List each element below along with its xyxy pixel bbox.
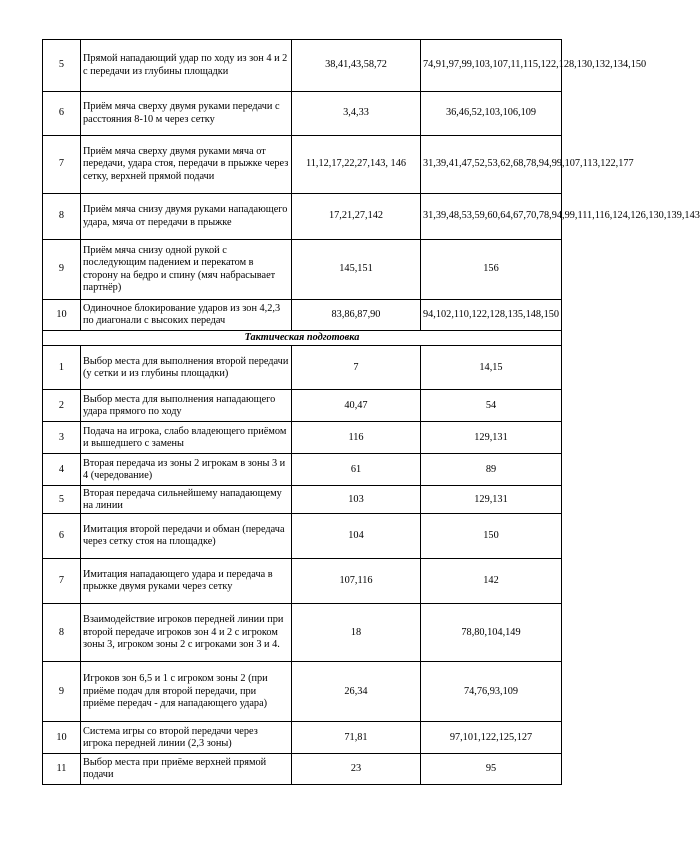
lesson-numbers-second: 14,15	[421, 346, 562, 390]
lesson-numbers-first: 40,47	[292, 390, 421, 422]
table-row	[43, 604, 562, 662]
lesson-numbers-first: 103	[292, 486, 421, 514]
table-row	[43, 559, 562, 604]
table-row	[43, 390, 562, 422]
exercise-description: Взаимодействие игроков передней линии при второй передаче игроков зон 4 и 2 с игроком зоны 3, игроком зоны 2 с игроками зон 3 и 4.	[81, 604, 292, 662]
exercise-description: Система игры со второй передачи через игрока передней линии (2,3 зоны)	[81, 722, 292, 754]
exercise-description: Вторая передача сильнейшему нападающему на линии	[81, 486, 292, 514]
exercise-description: Имитация нападающего удара и передача в прыжке двумя руками через сетку	[81, 559, 292, 604]
lesson-numbers-first: 23	[292, 754, 421, 785]
exercise-description: Подача на игрока, слабо владеющего приёмом и вышедшего с замены	[81, 422, 292, 454]
table-row	[43, 722, 562, 754]
table-row	[43, 662, 562, 722]
table-row	[43, 240, 562, 300]
row-number: 10	[43, 722, 81, 754]
table-row	[43, 422, 562, 454]
row-number: 2	[43, 390, 81, 422]
exercise-description: Одиночное блокирование ударов из зон 4,2,3 по диагонали с высоких передач	[81, 300, 292, 331]
table-row	[43, 300, 562, 331]
row-number: 6	[43, 514, 81, 559]
lesson-numbers-second: 74,91,97,99,103,107,11,115,122,128,130,132,134,150	[421, 40, 562, 92]
lesson-numbers-second: 94,102,110,122,128,135,148,150	[421, 300, 562, 331]
row-number: 8	[43, 194, 81, 240]
table-row	[43, 754, 562, 785]
exercise-description: Имитация второй передачи и обман (передача через сетку стоя на площадке)	[81, 514, 292, 559]
exercise-description: Выбор места для выполнения второй передачи (у сетки и из глубины площадки)	[81, 346, 292, 390]
exercise-description: Приём мяча сверху двумя руками передачи с расстояния 8-10 м через сетку	[81, 92, 292, 136]
exercise-description: Вторая передача из зоны 2 игрокам в зоны 3 и 4 (чередование)	[81, 454, 292, 486]
table-row	[43, 194, 562, 240]
lesson-numbers-first: 107,116	[292, 559, 421, 604]
lesson-numbers-first: 17,21,27,142	[292, 194, 421, 240]
row-number: 9	[43, 662, 81, 722]
exercise-description: Приём мяча снизу одной рукой с последующим падением и перекатом в сторону на бедро и спину (мяч набрасывает партнёр)	[81, 240, 292, 300]
table-row	[43, 346, 562, 390]
lesson-numbers-first: 38,41,43,58,72	[292, 40, 421, 92]
table-row	[43, 92, 562, 136]
exercise-description: Приём мяча снизу двумя руками нападающего удара, мяча от передачи в прыжке	[81, 194, 292, 240]
table-row	[43, 136, 562, 194]
exercise-description: Игроков зон 6,5 и 1 с игроком зоны 2 (при приёме подач для второй передачи, при приёме передач - для нападающего удара)	[81, 662, 292, 722]
lesson-numbers-second: 129,131	[421, 486, 562, 514]
lesson-numbers-second: 89	[421, 454, 562, 486]
lesson-numbers-second: 150	[421, 514, 562, 559]
training-table	[42, 39, 700, 785]
lesson-numbers-second: 36,46,52,103,106,109	[421, 92, 562, 136]
lesson-numbers-second: 142	[421, 559, 562, 604]
lesson-numbers-first: 116	[292, 422, 421, 454]
exercise-description: Выбор места для выполнения нападающего удара прямого по ходу	[81, 390, 292, 422]
section-header-row	[43, 331, 562, 346]
exercise-description: Приём мяча сверху двумя руками мяча от передачи, удара стоя, передачи в прыжке через сетку, верхней прямой подачи	[81, 136, 292, 194]
lesson-numbers-second: 74,76,93,109	[421, 662, 562, 722]
row-number: 4	[43, 454, 81, 486]
lesson-numbers-second: 97,101,122,125,127	[421, 722, 562, 754]
lesson-numbers-first: 11,12,17,22,27,143, 146	[292, 136, 421, 194]
section-title: Тактическая подготовка	[43, 331, 562, 346]
lesson-numbers-first: 18	[292, 604, 421, 662]
table-row	[43, 454, 562, 486]
row-number: 6	[43, 92, 81, 136]
lesson-numbers-first: 26,34	[292, 662, 421, 722]
row-number: 7	[43, 136, 81, 194]
row-number: 5	[43, 40, 81, 92]
lesson-numbers-first: 3,4,33	[292, 92, 421, 136]
row-number: 10	[43, 300, 81, 331]
row-number: 1	[43, 346, 81, 390]
lesson-numbers-first: 71,81	[292, 722, 421, 754]
row-number: 11	[43, 754, 81, 785]
lesson-numbers-second: 129,131	[421, 422, 562, 454]
exercise-description: Прямой нападающий удар по ходу из зон 4 и 2 с передачи из глубины площадки	[81, 40, 292, 92]
lesson-numbers-first: 83,86,87,90	[292, 300, 421, 331]
lesson-numbers-second: 95	[421, 754, 562, 785]
row-number: 7	[43, 559, 81, 604]
lesson-numbers-first: 145,151	[292, 240, 421, 300]
row-number: 9	[43, 240, 81, 300]
lesson-numbers-second: 31,39,48,53,59,60,64,67,70,78,94,99,111,116,124,126,130,139,143	[421, 194, 562, 240]
row-number: 8	[43, 604, 81, 662]
table-row	[43, 486, 562, 514]
lesson-numbers-second: 78,80,104,149	[421, 604, 562, 662]
lesson-numbers-first: 104	[292, 514, 421, 559]
table-row	[43, 40, 562, 92]
lesson-numbers-first: 7	[292, 346, 421, 390]
table-body	[43, 40, 700, 785]
lesson-numbers-second: 31,39,41,47,52,53,62,68,78,94,99,107,113,122,177	[421, 136, 562, 194]
exercise-description: Выбор места при приёме верхней прямой подачи	[81, 754, 292, 785]
lesson-numbers-first: 61	[292, 454, 421, 486]
lesson-numbers-second: 156	[421, 240, 562, 300]
lesson-numbers-second: 54	[421, 390, 562, 422]
row-number: 3	[43, 422, 81, 454]
table-row	[43, 514, 562, 559]
row-number: 5	[43, 486, 81, 514]
